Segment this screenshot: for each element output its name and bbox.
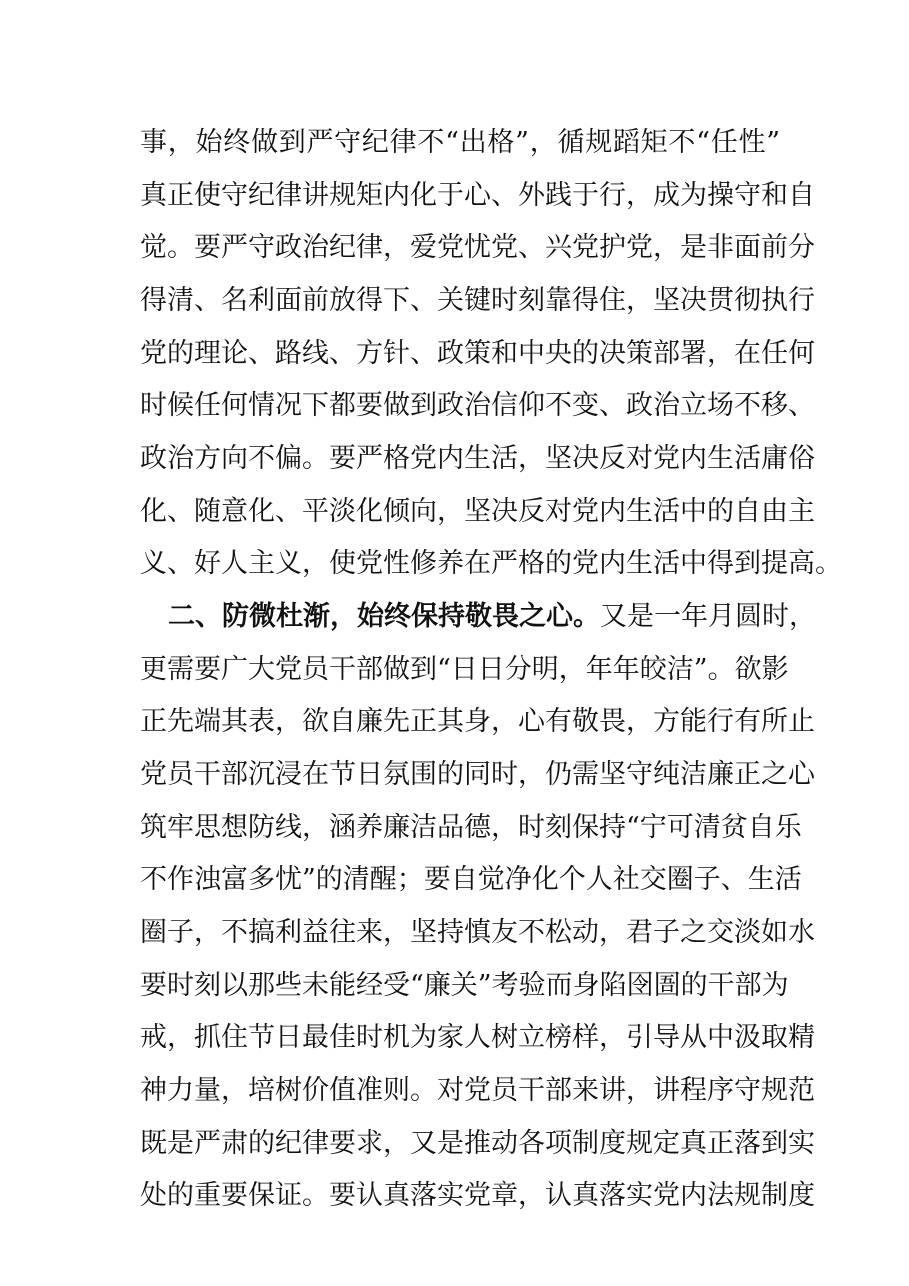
paragraph-line: 处的重要保证。要认真落实党章，认真落实党内法规制度 xyxy=(140,1180,815,1211)
section-heading: 二、防微杜渐，始终保持敬畏之心。 xyxy=(168,601,600,632)
paragraph-line: 更需要广大党员干部做到“日日分明，年年皎洁”。欲影 xyxy=(140,654,789,685)
paragraph-line: 圈子，不搞利益往来，坚持慎友不松动，君子之交淡如水 xyxy=(140,917,815,948)
paragraph-line: 戒，抓住节日最佳时机为家人树立榜样，引导从中汲取精 xyxy=(140,1022,815,1053)
paragraph-line: 正先端其表，欲自廉先正其身，心有敬畏，方能行有所止 xyxy=(140,706,815,737)
paragraph-line: 义、好人主义，使党性修养在严格的党内生活中得到提高。 xyxy=(140,548,842,579)
paragraph-line: 化、随意化、平淡化倾向，坚决反对党内生活中的自由主 xyxy=(140,496,815,527)
paragraph-line: 觉。要严守政治纪律，爱党忧党、兴党护党，是非面前分 xyxy=(140,232,815,263)
paragraph-line: 筑牢思想防线，涵养廉洁品德，时刻保持“宁可清贫自乐 xyxy=(140,812,802,843)
paragraph-line: 不作浊富多忧”的清醒；要自觉净化个人社交圈子、生活 xyxy=(140,864,802,895)
paragraph-line: 真正使守纪律讲规矩内化于心、外践于行，成为操守和自 xyxy=(140,180,815,211)
paragraph-line: 神力量，培树价值准则。对党员干部来讲，讲程序守规范 xyxy=(140,1075,815,1106)
section-heading-line xyxy=(168,599,816,635)
paragraph-line: 政治方向不偏。要严格党内生活，坚决反对党内生活庸俗 xyxy=(140,443,815,474)
paragraph-line: 得清、名利面前放得下、关键时刻靠得住，坚决贯彻执行 xyxy=(140,285,815,316)
section-lead-text: 又是一年月圆时， xyxy=(600,601,816,632)
paragraph-line: 时候任何情况下都要做到政治信仰不变、政治立场不移、 xyxy=(140,390,815,421)
paragraph-line: 党的理论、路线、方针、政策和中央的决策部署，在任何 xyxy=(140,338,815,369)
paragraph-line: 既是严肃的纪律要求，又是推动各项制度规定真正落到实 xyxy=(140,1128,815,1159)
paragraph-line: 要时刻以那些未能经受“廉关”考验而身陷囹圄的干部为 xyxy=(140,970,789,1001)
paragraph-line: 事，始终做到严守纪律不“出格”，循规蹈矩不“任性” xyxy=(140,127,780,158)
paragraph-line: 党员干部沉浸在节日氛围的同时，仍需坚守纯洁廉正之心 xyxy=(140,759,815,790)
